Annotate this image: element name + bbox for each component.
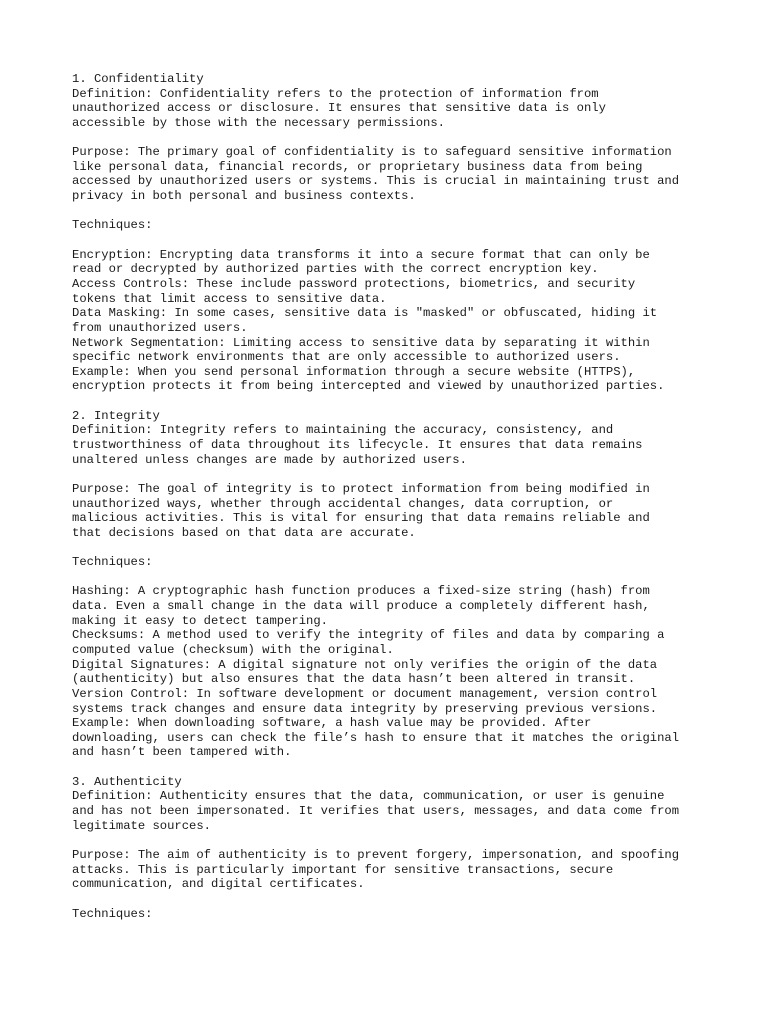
section-heading: 2. Integrity — [72, 408, 160, 423]
definition-line: unaltered unless changes are made by authorized users. — [72, 452, 467, 467]
blank-line — [72, 833, 712, 848]
blank-line — [72, 570, 712, 585]
definition-line: legitimate sources. — [72, 818, 211, 833]
technique-line: data. Even a small change in the data will produce a completely different hash, — [72, 599, 650, 614]
blank-line — [72, 760, 712, 775]
section-integrity — [72, 409, 712, 775]
section-confidentiality — [72, 72, 712, 409]
definition-line: trustworthiness of data throughout its lifecycle. It ensures that data remains — [72, 438, 643, 453]
technique-line: making it easy to detect tampering. — [72, 613, 328, 628]
definition-line: Definition: Authenticity ensures that the data, communication, or user is genuine — [72, 789, 665, 804]
purpose-line: Purpose: The aim of authenticity is to prevent forgery, impersonation, and spoofing — [72, 847, 680, 862]
techniques-label: Techniques: — [72, 218, 153, 233]
technique-line: computed value (checksum) with the original. — [72, 642, 394, 657]
purpose-line: Purpose: The primary goal of confidentiality is to safeguard sensitive information — [72, 145, 672, 160]
technique-line: Data Masking: In some cases, sensitive data is "masked" or obfuscated, hiding it — [72, 306, 658, 321]
purpose-line: privacy in both personal and business contexts. — [72, 189, 416, 204]
blank-line — [72, 467, 712, 482]
blank-line — [72, 131, 712, 146]
technique-line: (authenticity) but also ensures that the data hasn’t been altered in transit. — [72, 672, 636, 687]
blank-line — [72, 394, 712, 409]
blank-line — [72, 892, 712, 907]
purpose-line: unauthorized ways, whether through accidental changes, data corruption, or — [72, 496, 614, 511]
definition-line: unauthorized access or disclosure. It ensures that sensitive data is only — [72, 101, 606, 116]
purpose-line: that decisions based on that data are accurate. — [72, 525, 416, 540]
purpose-line: attacks. This is particularly important for sensitive transactions, secure — [72, 862, 614, 877]
section-heading: 1. Confidentiality — [72, 72, 204, 86]
section-authenticity — [72, 775, 712, 921]
technique-line: Hashing: A cryptographic hash function produces a fixed-size string (hash) from — [72, 584, 650, 599]
technique-line: Version Control: In software development or document management, version control — [72, 686, 658, 701]
purpose-line: accessed by unauthorized users or systems. This is crucial in maintaining trust and — [72, 174, 680, 189]
purpose-line: Purpose: The goal of integrity is to protect information from being modified in — [72, 481, 650, 496]
technique-line: read or decrypted by authorized parties with the correct encryption key. — [72, 262, 599, 277]
technique-line: Example: When downloading software, a hash value may be provided. After — [72, 716, 592, 731]
section-heading: 3. Authenticity — [72, 774, 182, 789]
definition-line: accessible by those with the necessary permissions. — [72, 115, 445, 130]
purpose-line: like personal data, financial records, or proprietary business data from being — [72, 159, 643, 174]
technique-line: Encryption: Encrypting data transforms it into a secure format that can only be — [72, 247, 650, 262]
technique-line: specific network environments that are only accessible to authorized users. — [72, 350, 621, 365]
blank-line — [72, 541, 712, 556]
definition-line: Definition: Confidentiality refers to the protection of information from — [72, 86, 599, 101]
definition-line: Definition: Integrity refers to maintaining the accuracy, consistency, and — [72, 423, 614, 438]
purpose-line: malicious activities. This is vital for ensuring that data remains reliable and — [72, 511, 650, 526]
technique-line: downloading, users can check the file’s hash to ensure that it matches the original — [72, 730, 680, 745]
technique-line: tokens that limit access to sensitive data. — [72, 291, 387, 306]
technique-line: systems track changes and ensure data integrity by preserving previous versions. — [72, 701, 658, 716]
definition-line: and has not been impersonated. It verifies that users, messages, and data come from — [72, 804, 680, 819]
technique-line: Example: When you send personal information through a secure website (HTTPS), — [72, 364, 636, 379]
blank-line — [72, 204, 712, 219]
technique-line: encryption protects it from being intercepted and viewed by unauthorized parties. — [72, 379, 665, 394]
technique-line: and hasn’t been tampered with. — [72, 745, 292, 760]
techniques-label: Techniques: — [72, 906, 153, 921]
technique-line: Network Segmentation: Limiting access to sensitive data by separating it within — [72, 335, 650, 350]
technique-line: Checksums: A method used to verify the integrity of files and data by comparing a — [72, 628, 665, 643]
document-page — [72, 72, 712, 921]
technique-line: Access Controls: These include password protections, biometrics, and security — [72, 276, 636, 291]
purpose-line: communication, and digital certificates. — [72, 877, 365, 892]
techniques-label: Techniques: — [72, 555, 153, 570]
technique-line: Digital Signatures: A digital signature not only verifies the origin of the data — [72, 657, 658, 672]
technique-line: from unauthorized users. — [72, 320, 248, 335]
blank-line — [72, 233, 712, 248]
